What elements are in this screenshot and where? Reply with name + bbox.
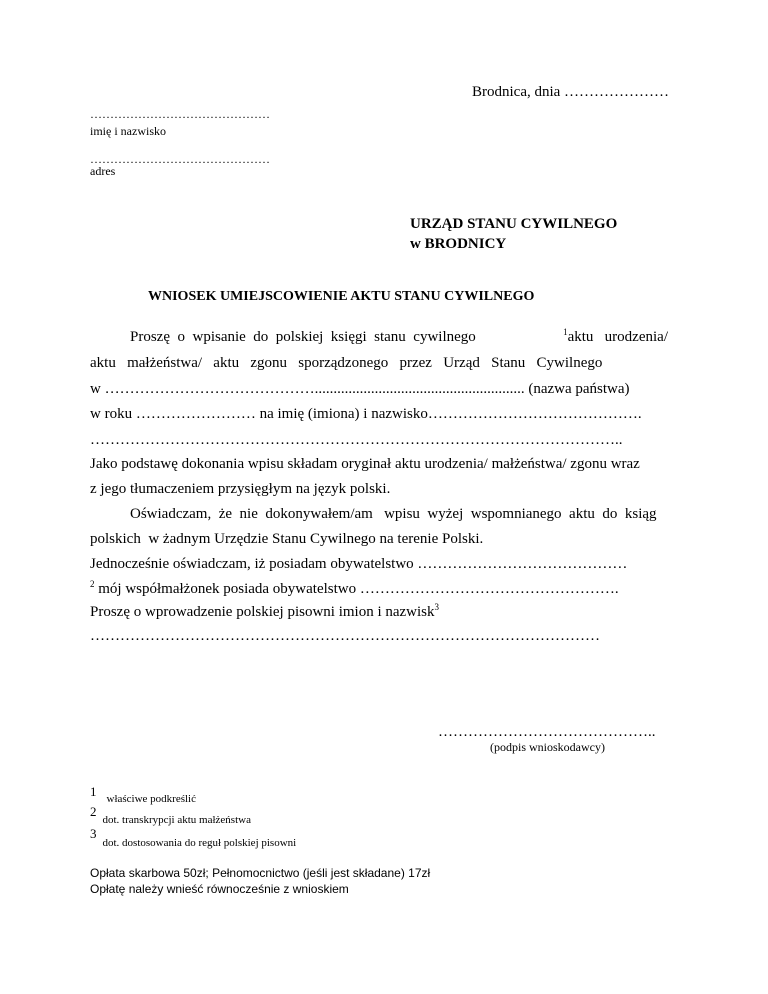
- body-line-11-text: mój współmałżonek posiada obywatelstwo …………………………………………….: [94, 581, 619, 597]
- fee-line-1: Opłata skarbowa 50zł; Pełnomocnictwo (jeśli jest składane) 17zł: [90, 866, 431, 880]
- footnote-ref-3: 3: [434, 602, 440, 612]
- footnote-1: [90, 783, 196, 805]
- body-line-6: Jako podstawę dokonania wpisu składam oryginał aktu urodzenia/ małżeństwa/ zgonu wraz: [90, 456, 640, 472]
- address-label: adres: [90, 164, 116, 178]
- body-line-3: w ……………………………………........................................................ (nazwa państwa): [90, 381, 630, 397]
- body-line-10: Jednocześnie oświadczam, iż posiadam obywatelstwo ……………………………………: [90, 556, 628, 572]
- body-line-5: ……………………………………………………………………………………………..: [90, 432, 623, 448]
- place-date-line: Brodnica, dnia …………………: [472, 84, 670, 100]
- footnote-2: [90, 803, 251, 826]
- footnote-1-number: 1: [90, 784, 97, 799]
- body-line-12-text: Proszę o wprowadzenie polskiej pisowni imion i nazwisk: [90, 604, 435, 620]
- address-dots: ………………………………………: [90, 152, 270, 166]
- name-label: imię i nazwisko: [90, 124, 166, 138]
- body-line-4: w roku …………………… na imię (imiona) i nazwisko…………………………………….: [90, 406, 642, 422]
- body-line-1-b-wrap: [563, 329, 668, 346]
- footnote-2-number: 2: [90, 804, 97, 819]
- recipient-line-2: w BRODNICY: [410, 236, 507, 252]
- footnote-2-text: dot. transkrypcji aktu małżeństwa: [102, 814, 251, 826]
- footnote-3-text: dot. dostosowania do reguł polskiej pisowni: [102, 837, 297, 849]
- fee-line-2: Opłatę należy wnieść równocześnie z wnioskiem: [90, 882, 349, 896]
- body-line-8: Oświadczam, że nie dokonywałem/am wpisu wyżej wspomnianego aktu do ksiąg: [130, 506, 657, 522]
- document-title: WNIOSEK UMIEJSCOWIENIE AKTU STANU CYWILNEGO: [148, 289, 535, 304]
- body-line-1-b: aktu urodzenia/: [567, 329, 668, 345]
- body-line-11: [90, 581, 619, 598]
- signature-dots: ……………………………………..: [438, 724, 656, 740]
- footnote-ref-1: 1: [563, 327, 568, 337]
- footnote-3: [90, 825, 297, 849]
- body-line-1: [130, 329, 668, 346]
- footnote-ref-2: 2: [90, 579, 95, 589]
- body-line-9: polskich w żadnym Urzędzie Stanu Cywilnego na terenie Polski.: [90, 531, 484, 547]
- body-line-2: aktu małżeństwa/ aktu zgonu sporządzonego przez Urząd Stanu Cywilnego: [90, 355, 603, 371]
- footnote-3-number: 3: [90, 826, 97, 841]
- body-line-12: [90, 604, 439, 621]
- body-line-7: z jego tłumaczeniem przysięgłym na język polski.: [90, 481, 391, 497]
- name-dots: ………………………………………: [90, 107, 270, 121]
- footnote-1-text: właściwe podkreślić: [106, 793, 196, 805]
- body-line-13: …………………………………………………………………………………………: [90, 628, 600, 644]
- signature-label: (podpis wnioskodawcy): [490, 740, 605, 754]
- body-line-1-a: Proszę o wpisanie do polskiej księgi stanu cywilnego: [130, 329, 476, 345]
- recipient-line-1: URZĄD STANU CYWILNEGO: [410, 216, 618, 232]
